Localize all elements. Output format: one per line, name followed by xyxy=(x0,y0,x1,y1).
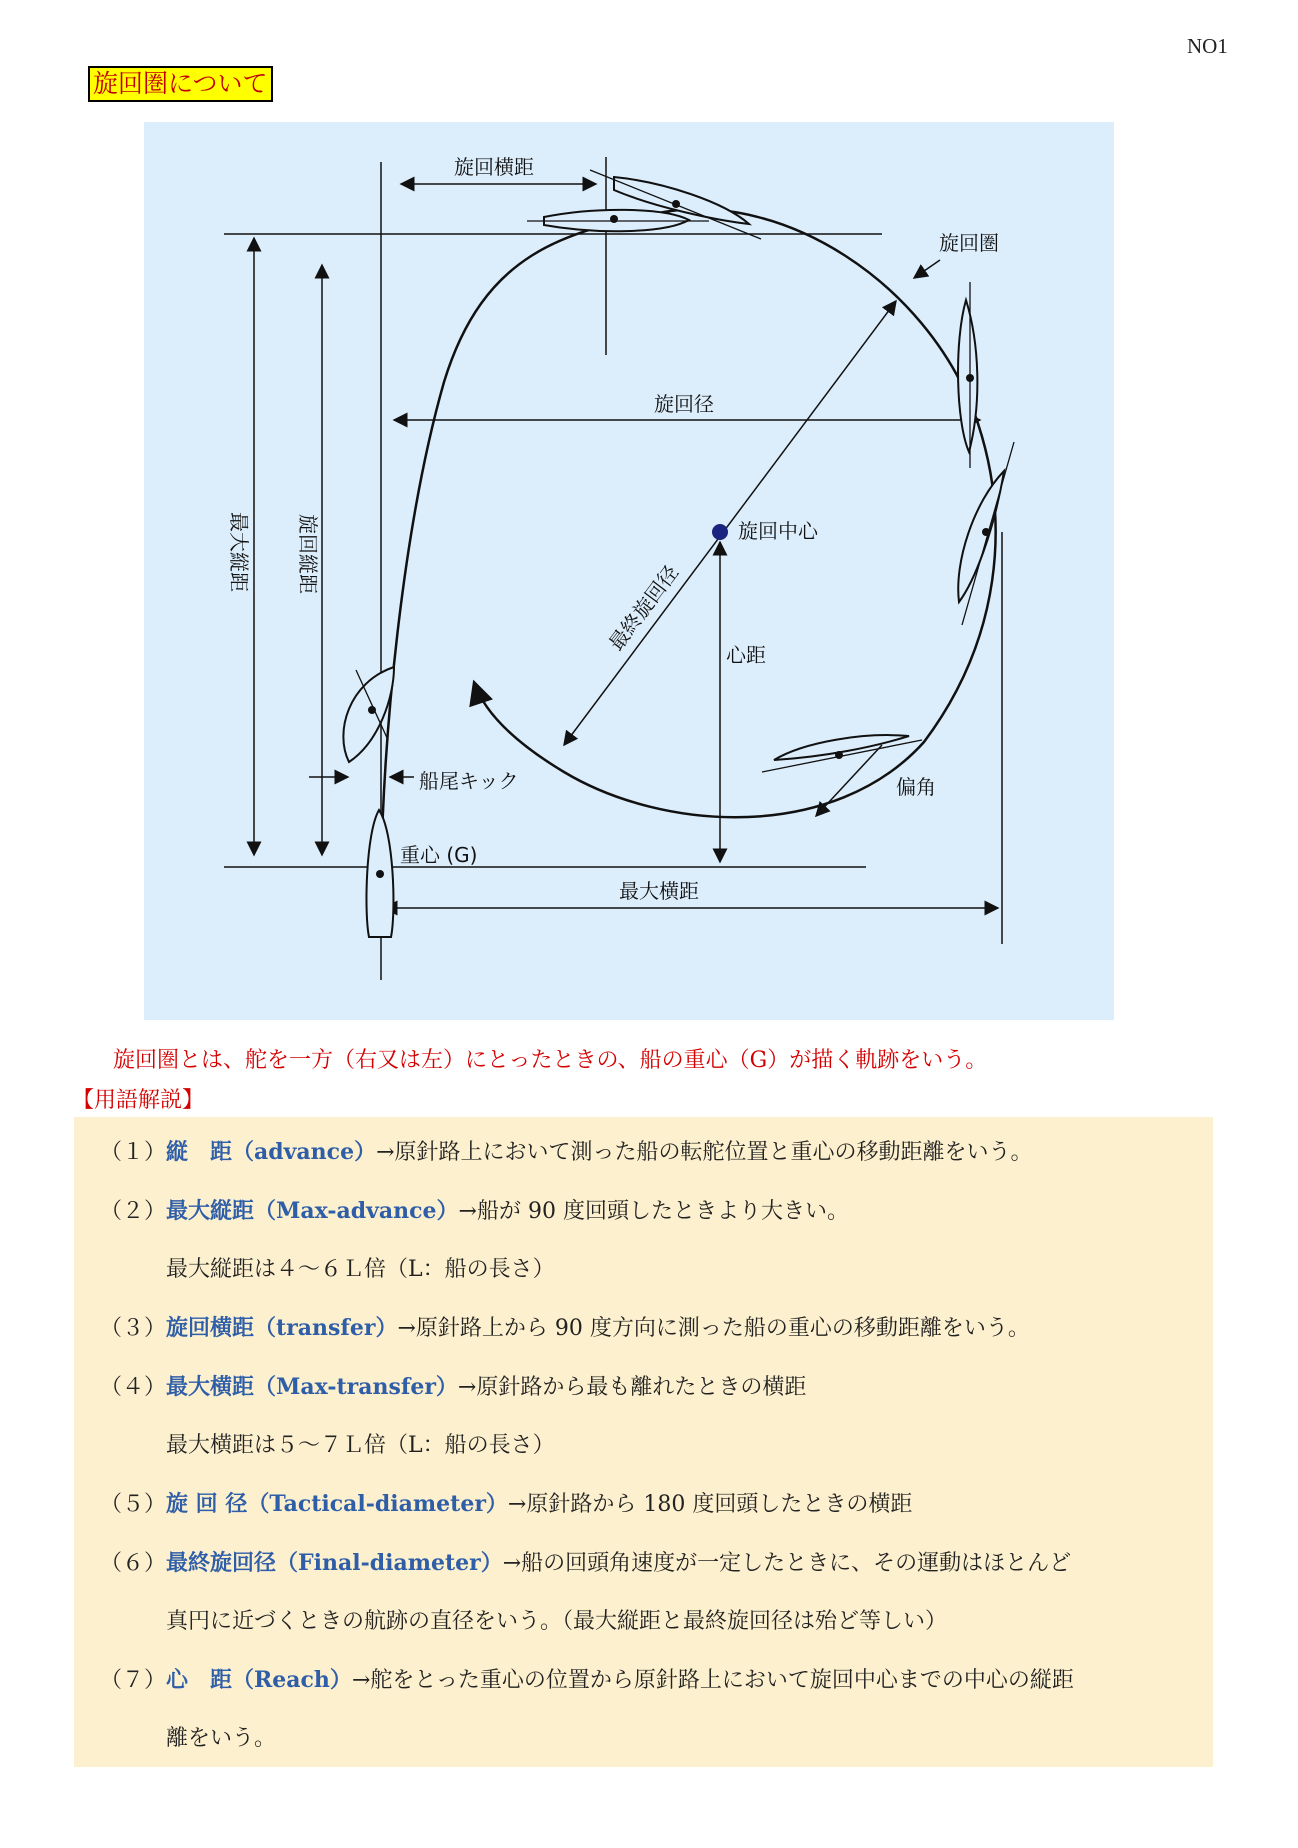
term-advance: （１）縦 距（advance）→原針路上において測った船の転舵位置と重心の移動距離をいう。 xyxy=(100,1139,1033,1165)
glossary-title: 【用語解説】 xyxy=(72,1088,205,1113)
page-number: NO1 xyxy=(1187,34,1228,58)
label-drift-angle: 偏角 xyxy=(896,775,936,799)
label-final-diameter: 最終旋回径 xyxy=(603,560,684,656)
term-max-advance-note: 最大縦距は４～６Ｌ倍（L：船の長さ） xyxy=(166,1257,555,1282)
label-reach: 心距 xyxy=(726,643,766,667)
turning-circle-diagram xyxy=(144,122,1114,1020)
ship-right-2 xyxy=(958,471,1004,602)
term-transfer: （３）旋回横距（transfer）→原針路上から 90 度方向に測った船の重心の移動距離をいう。 xyxy=(100,1315,1030,1341)
term-reach: （７）心 距（Reach）→舵をとった重心の位置から原針路上において旋回中心までの中心の縦距 xyxy=(100,1667,1074,1693)
term-reach-cont: 離をいう。 xyxy=(166,1726,277,1751)
label-transfer: 旋回横距 xyxy=(454,155,534,179)
glossary-box xyxy=(74,1117,1213,1767)
label-max-transfer: 最大横距 xyxy=(619,879,699,903)
label-tactical-diameter: 旋回径 xyxy=(654,392,714,416)
page-title: 旋回圏について xyxy=(88,66,273,102)
label-center-of-gravity: 重心 (G) xyxy=(400,843,478,867)
label-turning-circle: 旋回圏 xyxy=(939,231,999,255)
label-kick: 船尾キック xyxy=(419,769,519,793)
term-tactical-diameter: （５）旋 回 径（Tactical-diameter）→原針路から 180 度回頭したときの横距 xyxy=(100,1491,913,1517)
intro-text: 旋回圏とは、舵を一方（右又は左）にとったときの、船の重心（G）が描く軌跡をいう。 xyxy=(113,1048,988,1073)
diagram-svg xyxy=(144,122,1114,1020)
label-advance: 旋回縦距 xyxy=(296,514,320,594)
term-max-transfer: （４）最大横距（Max-transfer）→原針路から最も離れたときの横距 xyxy=(100,1374,807,1400)
turning-center-dot xyxy=(712,524,728,540)
term-max-advance: （２）最大縦距（Max-advance）→船が 90 度回頭したときより大きい。 xyxy=(100,1198,849,1224)
label-max-advance: 最大縦距 xyxy=(227,512,251,592)
term-max-transfer-note: 最大横距は５～７Ｌ倍（L：船の長さ） xyxy=(166,1433,555,1458)
term-final-diameter: （６）最終旋回径（Final-diameter）→船の回頭角速度が一定したときに、その運動はほとんど xyxy=(100,1550,1072,1576)
term-final-diameter-cont: 真円に近づくときの航跡の直径をいう。（最大縦距と最終旋回径は殆ど等しい） xyxy=(166,1609,948,1634)
label-turning-center: 旋回中心 xyxy=(738,519,818,543)
final-diameter-arrow xyxy=(564,301,896,745)
